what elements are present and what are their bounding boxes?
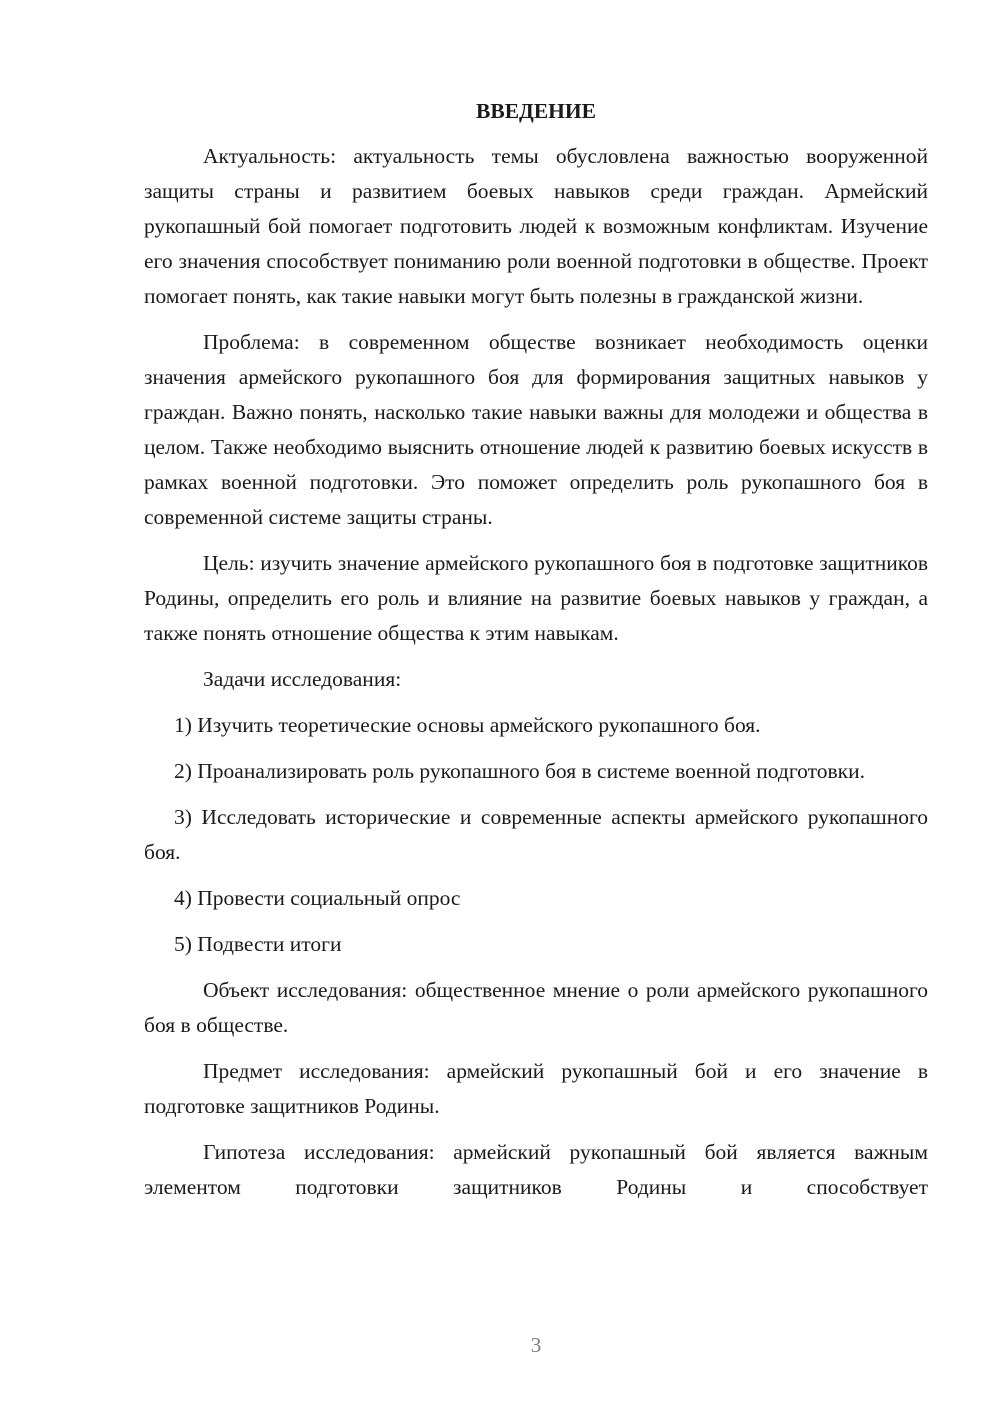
paragraph-object: Объект исследования: общественное мнение о роли армейского рукопашного боя в обществе. (144, 978, 928, 1037)
paragraph-problem: Проблема: в современном обществе возникает необходимость оценки значения армейского рукопашного боя для формирования защитных навыков у граждан. Важно понять, насколько такие навыки важны для молодежи и общества в целом. Также необходимо выяснить отношение людей к развитию боевых искусств в рамках военной подготовки. Это поможет определить роль рукопашного боя в современной системе защиты страны. (144, 330, 928, 529)
paragraph-relevance: Актуальность: актуальность темы обусловлена важностью вооруженной защиты страны и развитием боевых навыков среди граждан. Армейский рукопашный бой помогает подготовить людей к возможным конфликтам. Изучение его значения способствует пониманию роли военной подготовки в обществе. Проект помогает понять, как такие навыки могут быть полезны в гражданской жизни. (144, 144, 928, 308)
paragraph-hypothesis: Гипотеза исследования: армейский рукопашный бой является важным элементом подготовки защитников Родины и способствует (144, 1140, 928, 1199)
task-item: 4) Провести социальный опрос (174, 886, 461, 910)
paragraph-tasks-heading: Задачи исследования: (203, 667, 402, 691)
paragraph-goal: Цель: изучить значение армейского рукопашного боя в подготовке защитников Родины, определить его роль и влияние на развитие боевых навыков у граждан, а также понять отношение общества к этим навыкам. (144, 551, 928, 645)
page-content (144, 94, 928, 1216)
task-item: 3) Исследовать исторические и современные аспекты армейского рукопашного боя. (144, 805, 928, 864)
task-item: 2) Проанализировать роль рукопашного боя в системе военной подготовки. (174, 759, 865, 783)
task-item: 1) Изучить теоретические основы армейского рукопашного боя. (174, 713, 761, 737)
paragraph-subject: Предмет исследования: армейский рукопашный бой и его значение в подготовке защитников Родины. (144, 1059, 928, 1118)
section-title: ВВЕДЕНИЕ (476, 99, 596, 123)
task-item: 5) Подвести итоги (174, 932, 342, 956)
page-number: 3 (530, 1333, 542, 1357)
